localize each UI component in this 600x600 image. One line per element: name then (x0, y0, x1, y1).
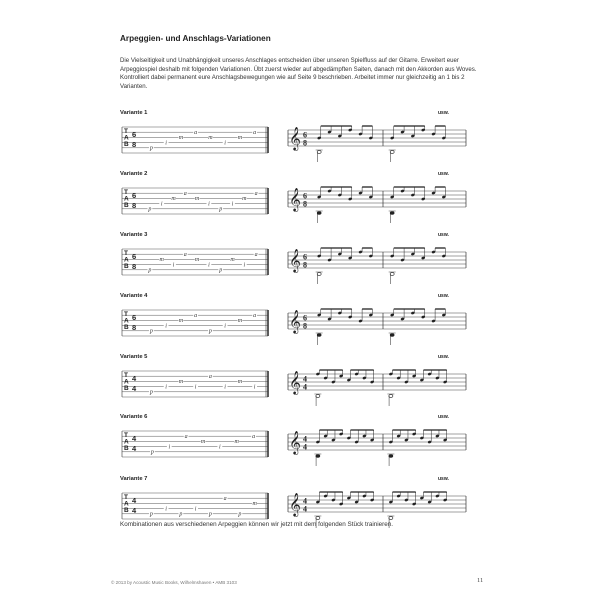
bass-note-head (390, 212, 394, 215)
tab-staff (120, 367, 272, 407)
finger-letter: i (194, 384, 197, 391)
finger-letter: i (224, 384, 226, 391)
time-signature-digit: 6 (303, 130, 307, 140)
tab-letter: B (124, 507, 129, 514)
finger-letter: m (159, 257, 164, 264)
tab-letter: T (124, 128, 128, 135)
time-signature-digit: 6 (303, 191, 307, 201)
tab-staff (120, 123, 272, 163)
finger-letter: m (242, 196, 247, 203)
notation-staff (286, 118, 472, 164)
tab-letter: T (124, 494, 128, 501)
bass-note-head (316, 395, 320, 398)
page-number: 11 (477, 577, 484, 584)
tab-letter: A (124, 134, 129, 142)
tab-letter: T (124, 311, 128, 318)
time-signature-digit: 4 (303, 434, 307, 444)
tab-staff (120, 184, 272, 224)
tab-letter: A (124, 500, 129, 508)
finger-letter: a (254, 191, 258, 197)
finger-letter: i (208, 201, 210, 208)
finger-letter: m (171, 196, 176, 203)
bass-note-head (317, 212, 321, 215)
finger-letter: p (149, 511, 153, 518)
bass-note-head (317, 334, 321, 337)
tab-letter: T (124, 250, 128, 257)
finger-letter: m (237, 379, 243, 386)
time-signature-digit: 4 (132, 506, 137, 515)
tab-letter: A (124, 317, 129, 325)
bass-note-head (389, 455, 393, 458)
finger-letter: a (183, 191, 187, 197)
finger-letter: i (224, 140, 226, 147)
finger-letter: p (149, 145, 153, 152)
usw-marker: usw. (438, 110, 449, 116)
variant-4 (120, 293, 472, 353)
time-signature-digit: 4 (132, 434, 137, 443)
bass-note-head (316, 517, 320, 520)
tab-letter: B (124, 141, 129, 148)
time-signature-digit: 8 (303, 260, 307, 270)
variant-label: Variante 6 (120, 414, 148, 420)
bass-note-head (316, 455, 320, 458)
finger-letter: m (208, 135, 213, 142)
finger-letter: i (165, 140, 167, 147)
finger-letter: i (165, 323, 167, 330)
variant-label: Variante 4 (120, 293, 148, 299)
finger-letter: i (160, 201, 163, 208)
time-signature-digit: 4 (132, 384, 137, 393)
treble-clef-icon: 𝄞 (289, 370, 301, 394)
finger-letter: p (208, 328, 212, 335)
finger-letter: m (178, 318, 184, 325)
time-signature-digit: 8 (132, 140, 137, 149)
finger-letter: m (237, 135, 243, 142)
finger-letter: p (219, 206, 223, 213)
finger-letter: a (252, 434, 256, 440)
bass-note-head (317, 273, 321, 276)
finger-letter: i (224, 323, 226, 330)
variant-6 (120, 414, 472, 474)
finger-letter: i (253, 384, 256, 391)
finger-letter: m (234, 439, 239, 446)
variant-5 (120, 354, 472, 414)
finger-letter: p (219, 267, 223, 274)
variant-label: Variante 2 (120, 171, 148, 177)
finger-letter: m (237, 318, 243, 325)
intro-paragraph: Die Vielseitigkeit und Unabhängigkeit unseres Anschlages entscheiden über unseren Spielfluss auf der Gitarre. Erweitert euer Arpeggiospiel deshalb mit folgenden Variationen. Übt zuerst wieder auf abgedämpften Saiten, danach mit den Akkorden aus Woves. Kontrolliert dabei permanent eure Anschlagsbewegungen wie auf Seite 9 beschrieben. Arbeitet immer nur gleichzeitig an 1 bis 2 Varianten. (120, 57, 477, 90)
time-signature-digit: 4 (132, 496, 137, 505)
copyright-footer: © 2013 by Acoustic Music Books, Wilhelmshaven • AMB 3103 (111, 580, 237, 585)
bass-note-head (317, 151, 321, 154)
finger-letter: m (194, 196, 200, 203)
notation-staff (286, 422, 472, 468)
combination-text: Kombinationen aus verschiedenen Arpeggien können wir jetzt mit dem folgenden Stück trainieren. (120, 521, 394, 528)
time-signature-digit: 6 (303, 313, 307, 323)
time-signature-digit: 4 (132, 444, 137, 453)
time-signature-digit: 6 (132, 191, 137, 200)
tab-letter: B (124, 202, 129, 209)
tab-letter: T (124, 372, 128, 379)
variant-1 (120, 110, 472, 170)
treble-clef-icon: 𝄞 (289, 309, 301, 333)
tab-letter: B (124, 324, 129, 331)
time-signature-digit: 4 (303, 442, 307, 452)
time-signature-digit: 6 (132, 130, 137, 139)
finger-letter: i (243, 262, 246, 269)
time-signature-digit: 8 (303, 199, 307, 209)
finger-letter: a (223, 496, 227, 502)
variant-label: Variante 1 (120, 110, 148, 116)
finger-letter: a (194, 313, 198, 319)
finger-letter: a (254, 252, 258, 258)
bass-note-head (389, 395, 393, 398)
finger-letter: a (183, 252, 187, 258)
finger-letter: m (200, 439, 206, 446)
bass-note-head (390, 334, 394, 337)
variant-label: Variante 3 (120, 232, 148, 238)
finger-letter: i (219, 444, 221, 451)
tab-staff (120, 306, 272, 346)
time-signature-digit: 4 (303, 496, 307, 506)
bass-note-head (390, 151, 394, 154)
usw-marker: usw. (438, 414, 449, 420)
treble-clef-icon: 𝄞 (289, 492, 301, 516)
variant-label: Variante 7 (120, 476, 148, 482)
tab-letter: T (124, 432, 128, 439)
variant-2 (120, 171, 472, 231)
time-signature-digit: 4 (303, 374, 307, 384)
finger-letter: i (165, 384, 167, 391)
tab-letter: A (124, 195, 129, 203)
usw-marker: usw. (438, 476, 449, 482)
finger-letter: i (168, 444, 171, 451)
time-signature-digit: 8 (303, 321, 307, 331)
time-signature-digit: 8 (303, 138, 307, 148)
finger-letter: p (179, 511, 183, 518)
bass-note-head (390, 273, 394, 276)
time-signature-digit: 4 (132, 374, 137, 383)
finger-letter: m (178, 379, 184, 386)
tab-letter: A (124, 378, 129, 386)
finger-letter: p (149, 328, 153, 335)
finger-letter: i (165, 506, 167, 513)
finger-letter: i (172, 262, 175, 269)
time-signature-digit: 8 (132, 201, 137, 210)
finger-letter: a (208, 374, 212, 380)
tab-letter: A (124, 438, 129, 446)
time-signature-digit: 6 (132, 313, 137, 322)
page-heading: Arpeggien- und Anschlags-Variationen (120, 34, 271, 43)
treble-clef-icon: 𝄞 (289, 187, 301, 211)
tab-letter: B (124, 445, 129, 452)
finger-letter: i (194, 506, 197, 513)
variant-3 (120, 232, 472, 292)
treble-clef-icon: 𝄞 (289, 248, 301, 272)
usw-marker: usw. (438, 354, 449, 360)
finger-letter: a (184, 434, 188, 440)
notation-staff (286, 179, 472, 225)
usw-marker: usw. (438, 232, 449, 238)
finger-letter: a (194, 130, 198, 136)
finger-letter: p (208, 511, 212, 518)
finger-letter: p (150, 449, 154, 456)
notation-staff (286, 240, 472, 286)
variant-label: Variante 5 (120, 354, 148, 360)
notation-staff (286, 362, 472, 408)
time-signature-digit: 8 (132, 323, 137, 332)
tab-letter: B (124, 263, 129, 270)
time-signature-digit: 4 (303, 504, 307, 514)
treble-clef-icon: 𝄞 (289, 126, 301, 150)
finger-letter: m (230, 257, 235, 264)
finger-letter: a (253, 313, 257, 319)
finger-letter: p (238, 511, 242, 518)
tab-letter: A (124, 256, 129, 264)
finger-letter: i (208, 262, 210, 269)
finger-letter: p (148, 267, 152, 274)
usw-marker: usw. (438, 293, 449, 299)
finger-letter: a (253, 130, 257, 136)
finger-letter: m (178, 135, 184, 142)
finger-letter: m (194, 257, 200, 264)
treble-clef-icon: 𝄞 (289, 430, 301, 454)
time-signature-digit: 6 (303, 252, 307, 262)
finger-letter: i (231, 201, 234, 208)
finger-letter: m (252, 501, 257, 508)
tab-letter: B (124, 385, 129, 392)
tab-letter: T (124, 189, 128, 196)
bass-note-head (389, 517, 393, 520)
finger-letter: p (149, 389, 153, 396)
tab-staff (120, 245, 272, 285)
usw-marker: usw. (438, 171, 449, 177)
time-signature-digit: 4 (303, 382, 307, 392)
time-signature-digit: 6 (132, 252, 137, 261)
tab-staff (120, 427, 272, 467)
finger-letter: p (148, 206, 152, 213)
notation-staff (286, 301, 472, 347)
time-signature-digit: 8 (132, 262, 137, 271)
